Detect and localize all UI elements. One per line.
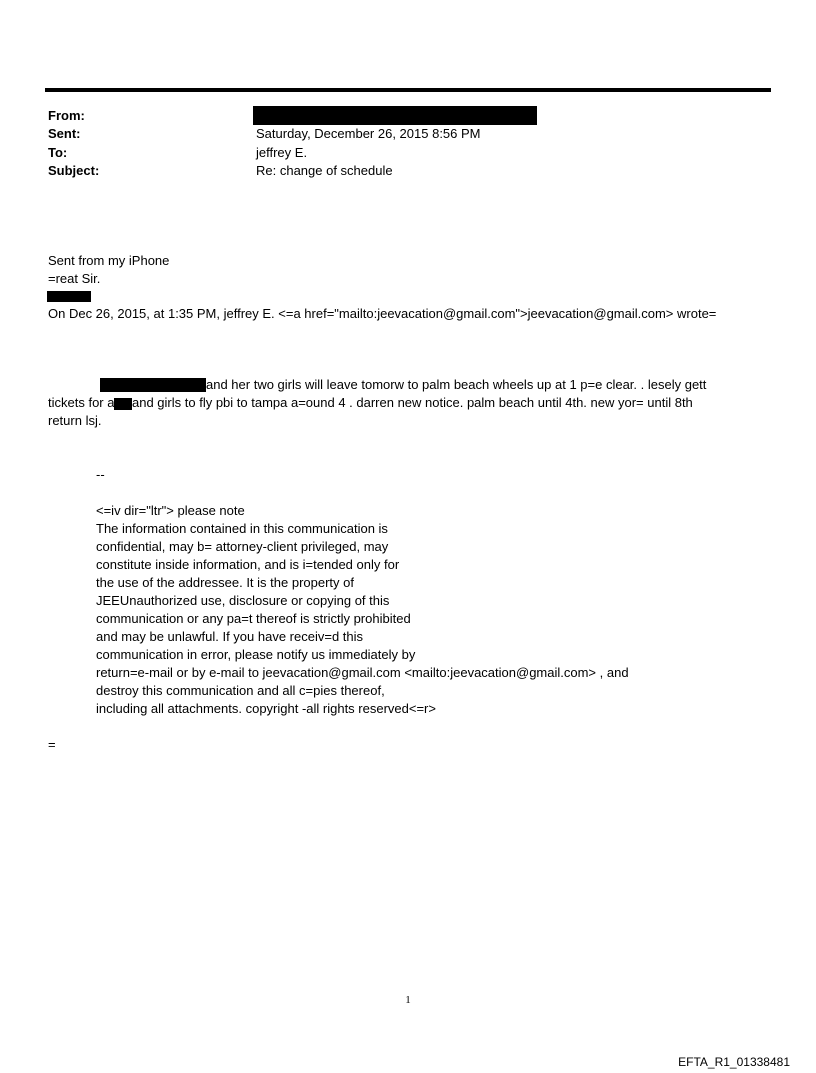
signature-redaction bbox=[47, 291, 91, 302]
sent-from-line: Sent from my iPhone bbox=[48, 253, 170, 268]
from-label: From: bbox=[48, 108, 85, 123]
page-number: 1 bbox=[405, 994, 411, 1006]
disclaimer-line: communication or any pa=t thereof is strictly prohibited bbox=[96, 611, 411, 626]
disclaimer-line: and may be unlawful. If you have receiv=d this bbox=[96, 629, 364, 644]
header-rule bbox=[45, 88, 771, 92]
from-redaction bbox=[253, 106, 537, 125]
trailing-equals: = bbox=[48, 737, 56, 752]
quoted-body-line-1: and her two girls will leave tomorw to palm beach wheels up at 1 p=e clear. . lesely gett bbox=[206, 377, 707, 392]
document-id: EFTA_R1_01338481 bbox=[678, 1055, 790, 1069]
disclaimer-line: including all attachments. copyright -all rights reserved<=r> bbox=[96, 701, 436, 716]
quoted-attribution: On Dec 26, 2015, at 1:35 PM, jeffrey E. <=a href="mailto:jeevacation@gmail.com">jeevacation@gmail.com> wrote= bbox=[48, 306, 717, 321]
sent-label: Sent: bbox=[48, 126, 81, 141]
disclaimer-line: return=e-mail or by e-mail to jeevacation@gmail.com <mailto:jeevacation@gmail.com> , and bbox=[96, 665, 629, 680]
name-redaction-2 bbox=[114, 398, 132, 410]
name-redaction-1 bbox=[100, 378, 206, 392]
disclaimer-line: <=iv dir="ltr"> please note bbox=[96, 503, 245, 518]
to-label: To: bbox=[48, 145, 68, 160]
quoted-body-line-2-head: tickets for a bbox=[48, 395, 115, 410]
disclaimer-line: constitute inside information, and is i=tended only for bbox=[96, 557, 400, 572]
subject-label: Subject: bbox=[48, 163, 100, 178]
disclaimer-line: The information contained in this communication is bbox=[96, 521, 388, 536]
disclaimer-line: destroy this communication and all c=pies thereof, bbox=[96, 683, 385, 698]
disclaimer-line: confidential, may b= attorney-client privileged, may bbox=[96, 539, 389, 554]
disclaimer-line: the use of the addressee. It is the property of bbox=[96, 575, 354, 590]
disclaimer-line: communication in error, please notify us immediately by bbox=[96, 647, 416, 662]
to-value: jeffrey E. bbox=[256, 145, 308, 160]
quoted-body-line-3: return lsj. bbox=[48, 413, 102, 428]
signature-dashes: -- bbox=[96, 467, 105, 482]
sent-value: Saturday, December 26, 2015 8:56 PM bbox=[256, 126, 481, 141]
subject-value: Re: change of schedule bbox=[256, 163, 393, 178]
disclaimer-line: JEEUnauthorized use, disclosure or copying of this bbox=[96, 593, 390, 608]
greeting-line: =reat Sir. bbox=[48, 271, 101, 286]
quoted-body-line-2-tail: and girls to fly pbi to tampa a=ound 4 . darren new notice. palm beach until 4th. new yor= until 8th bbox=[132, 395, 693, 410]
